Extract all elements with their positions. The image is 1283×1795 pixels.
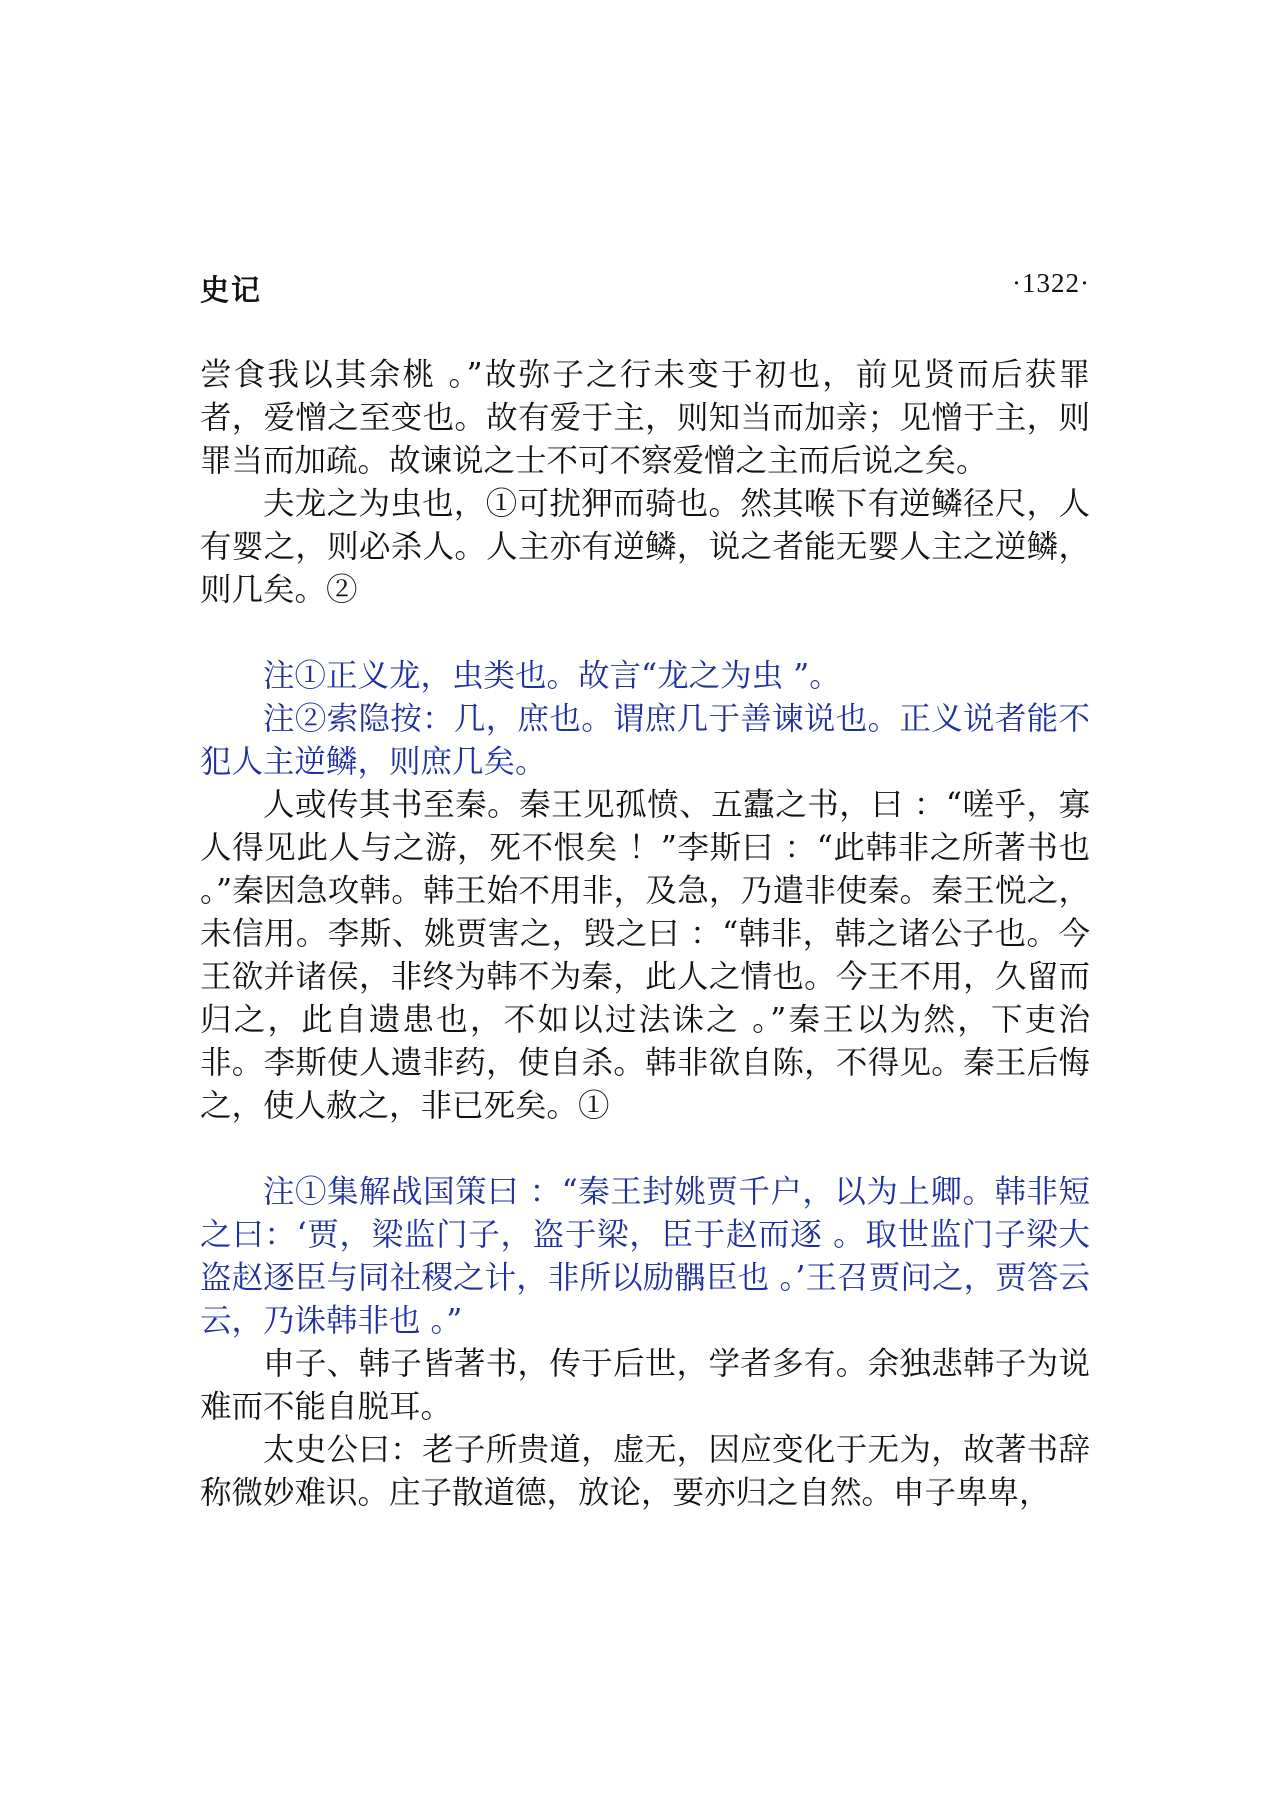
footnote-3: 注①集解战国策曰 ：“秦王封姚贾千户，以为上卿。韩非短之曰：‘贾，梁监门子，盗于梁，臣于赵而逐 。取世监门子梁大盗赵逐臣与同社稷之计，非所以励髃臣也 。’王召贾问之，贾答云云，乃诛韩非也 。” <box>200 1174 1090 1339</box>
paragraph-shenzi: 申子、韩子皆著书，传于后世，学者多有。余独悲韩子为说难而不能自脱耳。 <box>200 1346 1090 1425</box>
paragraph-continuation: 尝食我以其余桃 。”故弥子之行未变于初也，前见贤而后获罪者，爱憎之至变也。故有爱于主，则知当而加亲；见憎于主，则罪当而加疏。故谏说之士不可不察爱憎之主而后说之矣。 <box>200 357 1090 479</box>
paragraph-qin: 人或传其书至秦。秦王见孤愤、五蠹之书，曰 ：“嗟乎，寡人得见此人与之游，死不恨矣 ！”李斯曰 ：“此韩非之所著书也 。”秦因急攻韩。韩王始不用非，及急，乃遣非使秦。秦王悦之，未信用。李斯、姚贾害之，毁之曰 ：“韩非，韩之诸公子也。今王欲并诸侯，非终为韩不为秦，此人之情也。今王不用，久留而归之，此自遗患也，不如以过法诛之 。”秦王以为然，下吏治非。李斯使人遗非药，使自杀。韩非欲自陈，不得见。秦王后悔之，使人赦之，非已死矣。① <box>200 787 1090 1124</box>
page-header <box>200 268 1090 318</box>
book-title: 史记 <box>200 273 263 307</box>
paragraph-gap <box>200 612 1090 655</box>
footnote-1: 注①正义龙，虫类也。故言“龙之为虫 ”。 <box>263 658 841 694</box>
body-text <box>200 354 1090 1515</box>
paragraph-gap <box>200 1128 1090 1171</box>
footnote-2: 注②索隐按：几，庶也。谓庶几于善谏说也。正义说者能不犯人主逆鳞，则庶几矣。 <box>200 701 1090 780</box>
paragraph-dragon: 夫龙之为虫也，①可扰狎而骑也。然其喉下有逆鳞径尺，人有婴之，则必杀人。人主亦有逆鳞，说之者能无婴人主之逆鳞，则几矣。② <box>200 486 1090 608</box>
page-number: ·1322· <box>1012 268 1090 298</box>
paragraph-taishigong: 太史公曰：老子所贵道，虚无，因应变化于无为，故著书辞称微妙难识。庄子散道德，放论，要亦归之自然。申子卑卑， <box>200 1432 1090 1511</box>
